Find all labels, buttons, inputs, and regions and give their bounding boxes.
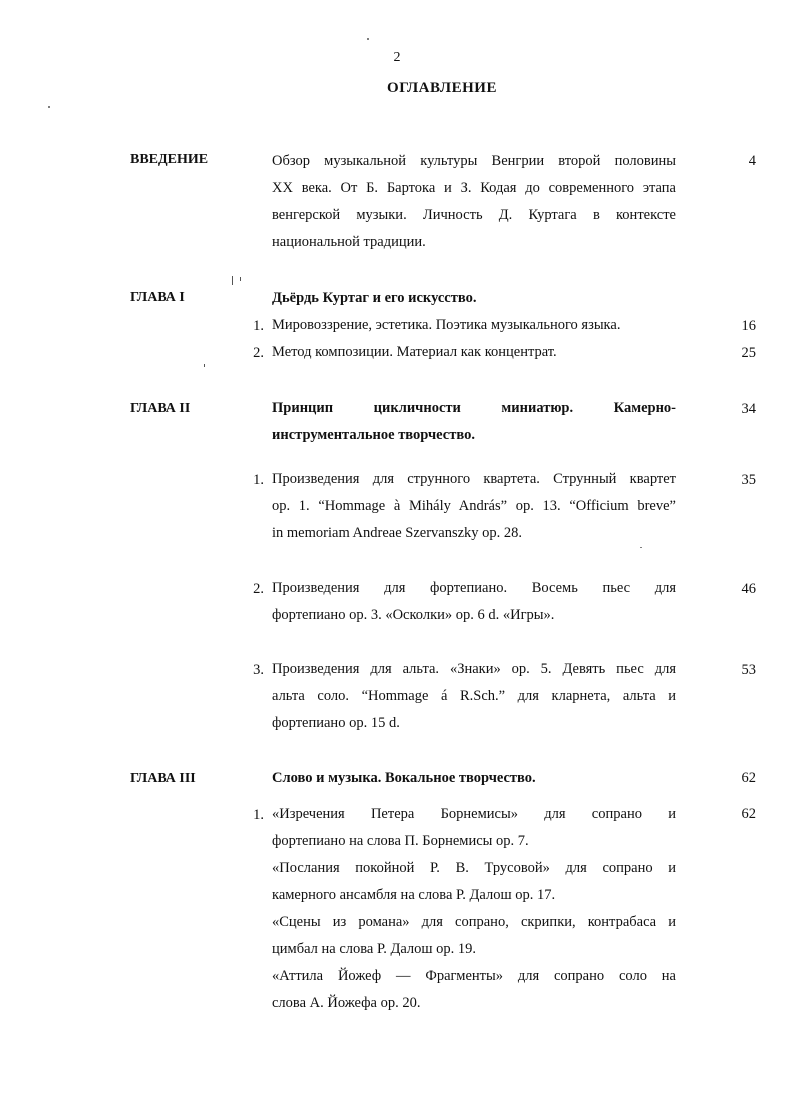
chapter2-item-text: Произведения для струнного квартета. Струнный квартет op. 1. “Hommage à Mihály András” op. 13. “Officium breve” in memoriam Andreae Szervanszky op. 28. — [272, 471, 676, 541]
chapter2-item-num: 2. — [253, 581, 264, 597]
scan-speck — [640, 547, 642, 548]
chapter2-item-num: 1. — [253, 472, 264, 488]
chapter2-item-page: 35 — [741, 472, 756, 488]
chapter1-item-page: 25 — [741, 345, 756, 361]
chapter1-item-page: 16 — [741, 318, 756, 334]
chapter3-item-num: 1. — [253, 807, 264, 823]
chapter3-page: 62 — [741, 770, 756, 786]
intro-line: венгерской музыки. Личность Д. Куртага в контексте — [272, 207, 676, 223]
chapter3-item-text: «Изречения Петера Борнемисы» для сопрано и фортепиано на слова П. Борнемисы op. 7. «Послания покойной Р. В. Трусовой» для сопрано и камерного ансамбля на слова Р. Далош op. 17. «Сцены из романа» для сопрано, скрипки, контрабаса и цимбал на слова Р. Далош op. 19. «Аттила Йожеф — Фрагменты» для сопрано соло на слова А. Йожефа op. 20. — [272, 806, 676, 1011]
intro-text — [272, 148, 676, 256]
chapter3-label: ГЛАВА III — [130, 771, 196, 786]
chapter2-label: ГЛАВА II — [130, 401, 191, 416]
page-number: 2 — [393, 50, 401, 65]
intro-label: ВВЕДЕНИЕ — [130, 152, 209, 167]
chapter2-item-page: 53 — [741, 662, 756, 678]
intro-line: национальной традиции. — [272, 234, 426, 250]
scan-speck — [48, 106, 50, 108]
scan-speck — [232, 276, 233, 285]
chapter1-item-num: 1. — [253, 318, 264, 334]
chapter1-item-text: Мировоззрение, эстетика. Поэтика музыкального языка. — [272, 317, 621, 333]
chapter2-item-text: Произведения для альта. «Знаки» op. 5. Девять пьес для альта соло. “Hommage á R.Sch.” для кларнета, альта и фортепиано op. 15 d. — [272, 661, 676, 731]
chapter1-item-text: Метод композиции. Материал как концентрат. — [272, 344, 557, 360]
intro-line: XX века. От Б. Бартока и З. Кодая до современного этапа — [272, 180, 676, 196]
chapter1-item-num: 2. — [253, 345, 264, 361]
intro-line: Обзор музыкальной культуры Венгрии второй половины — [272, 153, 676, 169]
intro-page: 4 — [748, 153, 756, 169]
scan-speck — [240, 277, 241, 281]
chapter1-label: ГЛАВА I — [130, 290, 185, 305]
scan-speck — [204, 364, 205, 367]
chapter2-item-num: 3. — [253, 662, 264, 678]
page-title: ОГЛАВЛЕНИЕ — [387, 80, 497, 96]
scan-speck — [367, 38, 369, 40]
chapter2-item-text: Произведения для фортепиано. Восемь пьес для фортепиано op. 3. «Осколки» op. 6 d. «Игры». — [272, 580, 676, 623]
chapter2-title: Принцип цикличности миниатюр. Камерно- инструментальное творчество. — [272, 400, 676, 443]
chapter3-item-page: 62 — [741, 806, 756, 822]
chapter2-item-page: 46 — [741, 581, 756, 597]
chapter3-title: Слово и музыка. Вокальное творчество. — [272, 770, 536, 786]
chapter1-title: Дьёрдь Куртаг и его искусство. — [272, 290, 477, 306]
chapter2-page: 34 — [741, 401, 756, 417]
